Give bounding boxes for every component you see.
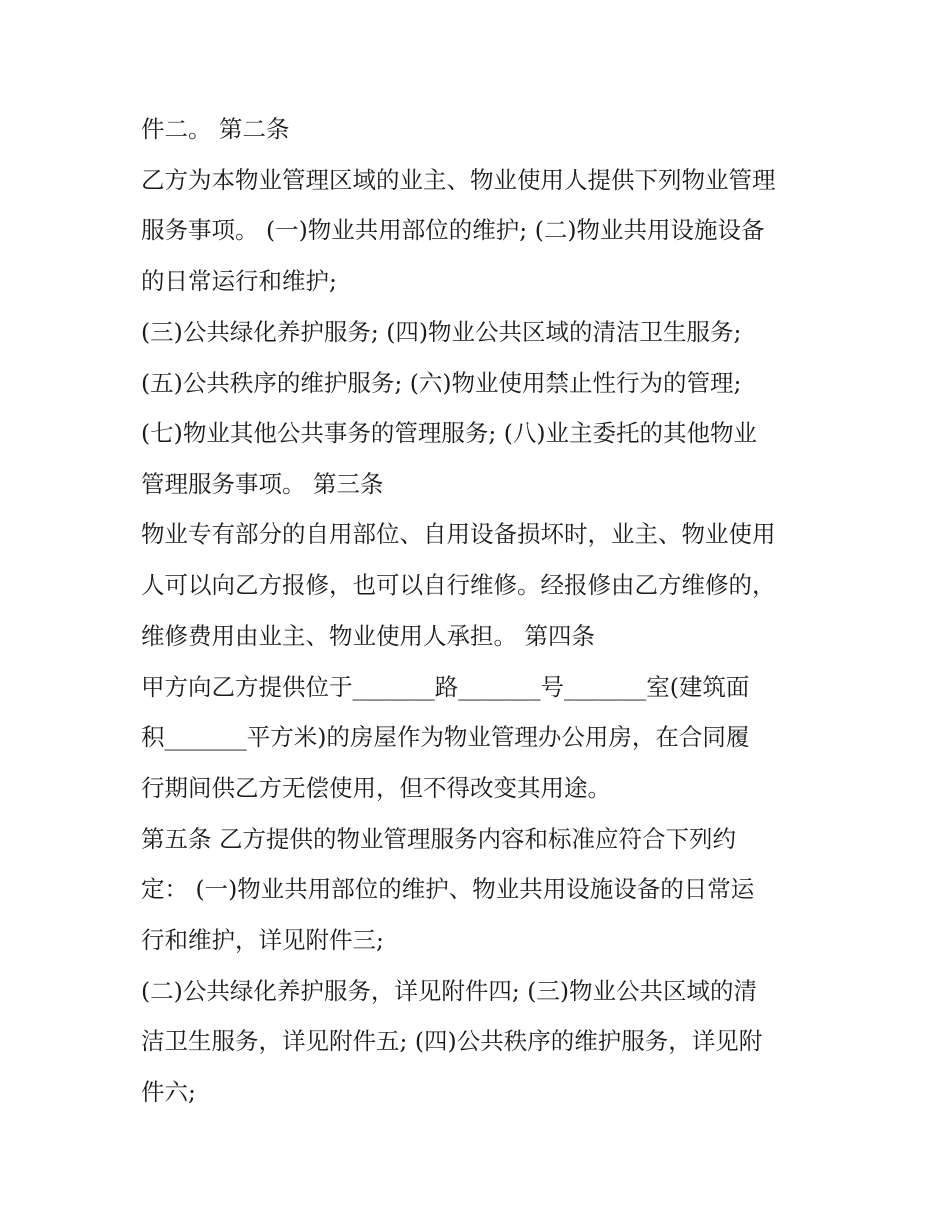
text-line: (五)公共秩序的维护服务; (六)物业使用禁止性行为的管理; <box>141 369 742 397</box>
text-line: 行期间供乙方无偿使用，但不得改变其用途。 <box>141 774 611 802</box>
text-line: 物业专有部分的自用部位、自用设备损坏时，业主、物业使用 <box>141 520 776 548</box>
text-line: 管理服务事项。 第三条 <box>141 470 384 498</box>
text-line: 人可以向乙方报修，也可以自行维修。经报修由乙方维修的， <box>141 571 776 599</box>
text-line: 维修费用由业主、物业使用人承担。 第四条 <box>141 622 595 650</box>
text-line: 服务事项。 (一)物业共用部位的维护; (二)物业共用设施设备 <box>141 216 765 244</box>
text-line: 第五条 乙方提供的物业管理服务内容和标准应符合下列约 <box>141 825 736 853</box>
text-line: 件二。 第二条 <box>141 115 290 143</box>
text-line: 定： (一)物业共用部位的维护、物业共用设施设备的日常运 <box>141 875 755 903</box>
text-line: (二)公共绿化养护服务，详见附件四; (三)物业公共区域的清 <box>141 977 758 1005</box>
text-line: 洁卫生服务，详见附件五; (四)公共秩序的维护服务，详见附 <box>141 1027 763 1055</box>
text-line: 的日常运行和维护; <box>141 267 337 295</box>
text-line: 甲方向乙方提供位于_______路_______号_______室(建筑面 <box>141 673 750 701</box>
text-line: 积_______平方米)的房屋作为物业管理办公用房，在合同履 <box>141 723 750 751</box>
text-line: 行和维护，详见附件三; <box>141 926 384 954</box>
text-line: (三)公共绿化养护服务; (四)物业公共区域的清洁卫生服务; <box>141 318 742 346</box>
text-line: (七)物业其他公共事务的管理服务; (八)业主委托的其他物业 <box>141 419 758 447</box>
text-line: 件六; <box>141 1078 196 1106</box>
text-line: 乙方为本物业管理区域的业主、物业使用人提供下列物业管理 <box>141 166 776 194</box>
